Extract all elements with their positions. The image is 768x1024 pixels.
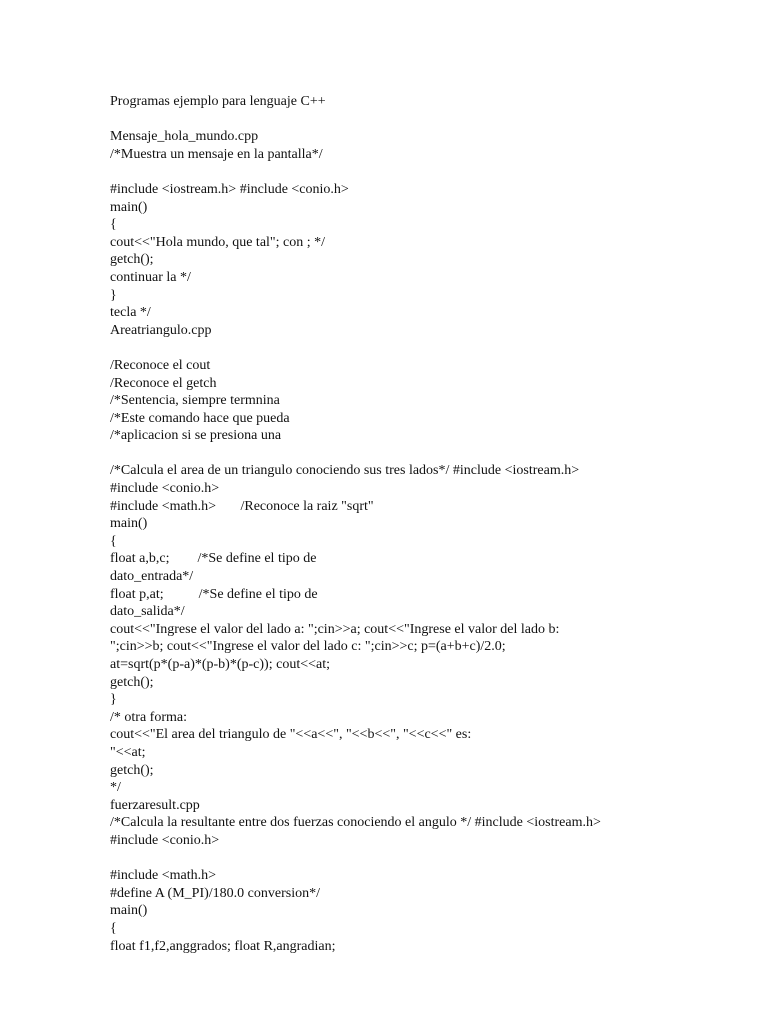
document-line: { [110,217,117,233]
document-line: #include <iostream.h> #include <conio.h> [110,181,349,197]
document-line: main() [110,199,148,215]
document-line: tecla */ [110,305,151,321]
document-line: dato_salida*/ [110,604,185,620]
document-line: } [110,692,117,708]
document-line: } [110,287,117,303]
document-line: fuerzaresult.cpp [110,797,200,813]
document-line: /*Este comando hace que pueda [110,410,290,426]
document-line: main() [110,903,148,919]
document-line: #include <math.h> /Reconoce la raiz "sqrt" [110,498,374,514]
document-line: /*aplicacion si se presiona una [110,428,282,444]
document-line: "<<at; [110,744,146,760]
document-line: */ [110,780,121,796]
document-line [110,445,750,463]
document-line: at=sqrt(p*(p-a)*(p-b)*(p-c)); cout<<at; [110,657,330,672]
document-line: #include <conio.h> [110,481,220,497]
document-line [110,163,750,181]
document-line [110,850,750,868]
document-line [110,339,750,357]
document-line: /*Calcula el area de un triangulo conociendo sus tres lados*/ #include <iostream.h> [110,463,580,479]
document-line: cout<<"El area del triangulo de "<<a<<", "<<b<<", "<<c<<" es: [110,727,472,743]
document-line: Areatriangulo.cpp [110,322,212,338]
document-line: #define A (M_PI)/180.0 conversion*/ [110,885,320,901]
document-line: /Reconoce el getch [110,375,217,391]
document-line: main() [110,516,148,532]
document-line: continuar la */ [110,269,191,285]
document-line: Mensaje_hola_mundo.cpp [110,129,259,145]
document-line: /* otra forma: [110,709,187,725]
document-line: /*Sentencia, siempre termnina [110,393,280,409]
document-line: #include <conio.h> [110,832,220,848]
document-line: #include <math.h> [110,868,216,884]
document-line: dato_entrada*/ [110,569,194,585]
document-line: float p,at; /*Se define el tipo de [110,586,318,602]
document-line: getch(); [110,252,154,268]
document-line: ";cin>>b; cout<<"Ingrese el valor del lado c: ";cin>>c; p=(a+b+c)/2.0; [110,639,506,655]
document-line: /*Calcula la resultante entre dos fuerzas conociendo el angulo */ #include <iostream.h> [110,815,601,831]
document-line: getch(); [110,762,154,778]
document-line: Programas ejemplo para lenguaje C++ [110,94,326,109]
document-line: float a,b,c; /*Se define el tipo de [110,551,317,567]
document-line: cout<<"Hola mundo, que tal"; con ; */ [110,234,326,250]
document-line: float f1,f2,anggrados; float R,angradian; [110,938,336,954]
document-text [110,93,750,955]
document-line: cout<<"Ingrese el valor del lado a: ";cin>>a; cout<<"Ingrese el valor del lado b: [110,621,560,637]
document-line: /Reconoce el cout [110,357,211,373]
document-line: getch(); [110,674,154,690]
document-line [110,111,750,129]
document-line: { [110,533,117,549]
document-line: { [110,920,117,936]
document-line: /*Muestra un mensaje en la pantalla*/ [110,146,323,162]
